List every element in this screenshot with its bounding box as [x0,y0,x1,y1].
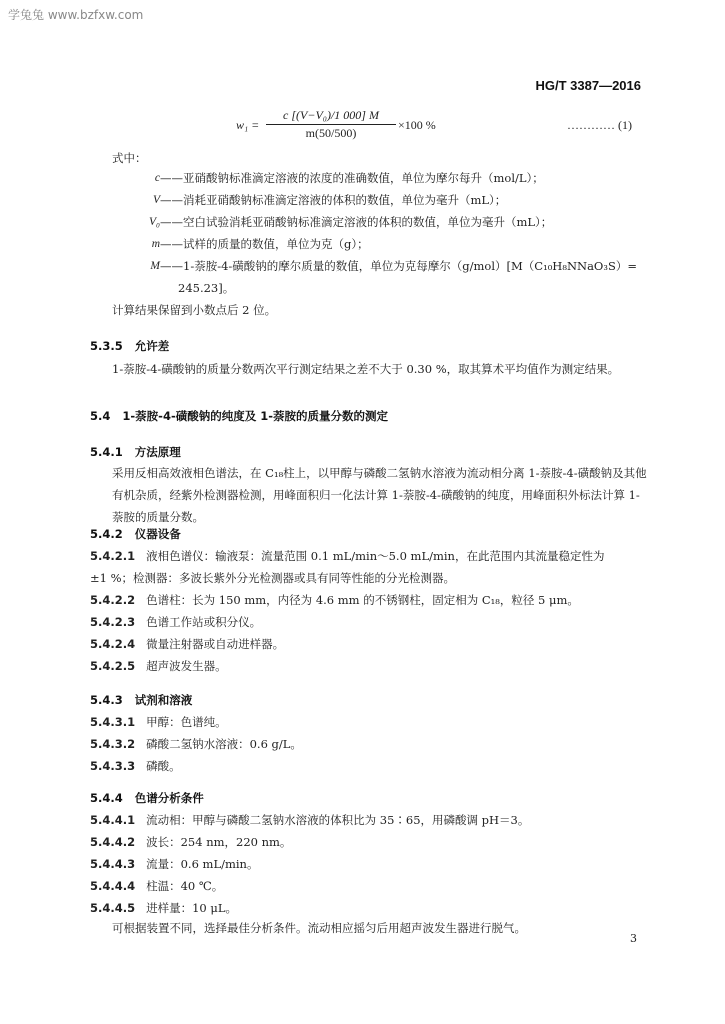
list-item: 5.4.2.4 微量注射器或自动进样器。 [90,637,285,651]
var-desc-continuation: 245.23]。 [178,281,235,295]
list-item: 5.4.2.5 超声波发生器。 [90,659,227,673]
formula-times: ×100 % [398,118,436,132]
var-desc: ——亚硝酸钠标准滴定溶液的浓度的准确数值，单位为摩尔每升（mol/L）； [160,171,544,185]
list-item: 5.4.4.1 流动相：甲醇与磷酸二氢钠水溶液的体积比为 35∶65，用磷酸调 pH＝3。 [90,813,530,827]
section-5-3-5-text: 1-萘胺-4-磺酸钠的质量分数两次平行测定结果之差不大于 0.30 %，取其算术平均值作为测定结果。 [112,362,620,376]
result-note: 计算结果保留到小数点后 2 位。 [112,303,277,317]
var-symbol: V [152,194,160,206]
list-item: 5.4.3.1 甲醇：色谱纯。 [90,715,227,729]
var-symbol: M [150,260,160,272]
formula-fraction [266,108,396,141]
where-label: 式中： [112,151,147,165]
var-desc: ——消耗亚硝酸钠标准滴定溶液的体积的数值，单位为毫升（mL）； [160,193,507,207]
var-symbol: m [151,238,160,250]
watermark: 学兔兔 www.bzfxw.com [8,8,144,22]
var-symbol: c [154,172,160,184]
section-heading-5-3-5: 5.3.5 允许差 [90,339,170,353]
list-item: 5.4.4.2 波长：254 nm，220 nm。 [90,835,292,849]
section-heading-5-4-4: 5.4.4 色谱分析条件 [90,791,204,805]
list-item: 5.4.4.5 进样量：10 μL。 [90,901,237,915]
standard-number: HG/T 3387—2016 [535,78,641,93]
closing-text: 可根据装置不同，选择最佳分析条件。流动相应摇匀后用超声波发生器进行脱气。 [112,921,526,935]
list-item: 5.4.3.2 磷酸二氢钠水溶液：0.6 g/L。 [90,737,302,751]
formula-numerator: c [(V−V₀)/1 000] M [266,108,396,125]
section-5-4-1-text: 采用反相高效液相色谱法，在 C₁₈柱上，以甲醇与磷酸二氢钠水溶液为流动相分离 1-萘胺-4-磺酸钠及其他有机杂质，经紫外检测器检测，用峰面积归一化法计算 1-萘胺-4-磺酸钠的纯度，用峰面积外标法计算 1-萘胺的质量分数。 [112,466,647,524]
list-item: ±1 %；检测器：多波长紫外分光检测器或具有同等性能的分光检测器。 [90,571,456,585]
var-desc: ——1-萘胺-4-磺酸钠的摩尔质量的数值，单位为克每摩尔（g/mol）[M（C₁₀H₈NNaO₃S）= [160,259,637,273]
equation-number: ………… (1) [567,118,632,132]
section-heading-5-4-3: 5.4.3 试剂和溶液 [90,693,193,707]
var-symbol: V₀ [148,216,160,228]
section-heading-5-4-2: 5.4.2 仪器设备 [90,527,181,541]
list-item: 5.4.2.2 色谱柱：长为 150 mm，内径为 4.6 mm 的不锈钢柱，固定相为 C₁₈，粒径 5 μm。 [90,593,579,607]
formula-denominator: m(50/500) [305,126,357,140]
section-heading-5-4: 5.4 1-萘胺-4-磺酸钠的纯度及 1-萘胺的质量分数的测定 [90,409,388,423]
formula-lhs: w₁ = [236,118,260,132]
list-item: 5.4.3.3 磷酸。 [90,759,181,773]
list-item: 5.4.2.3 色谱工作站或积分仪。 [90,615,262,629]
section-heading-5-4-1: 5.4.1 方法原理 [90,445,181,459]
var-desc: ——试样的质量的数值，单位为克（g）； [160,237,369,251]
var-desc: ——空白试验消耗亚硝酸钠标准滴定溶液的体积的数值，单位为毫升（mL）； [160,215,553,229]
list-item: 5.4.4.4 柱温：40 ℃。 [90,879,224,893]
list-item: 5.4.2.1 液相色谱仪：输液泵：流量范围 0.1 mL/min～5.0 mL/min，在此范围内其流量稳定性为 [90,549,605,563]
page-number: 3 [630,932,637,945]
list-item: 5.4.4.3 流量：0.6 mL/min。 [90,857,259,871]
